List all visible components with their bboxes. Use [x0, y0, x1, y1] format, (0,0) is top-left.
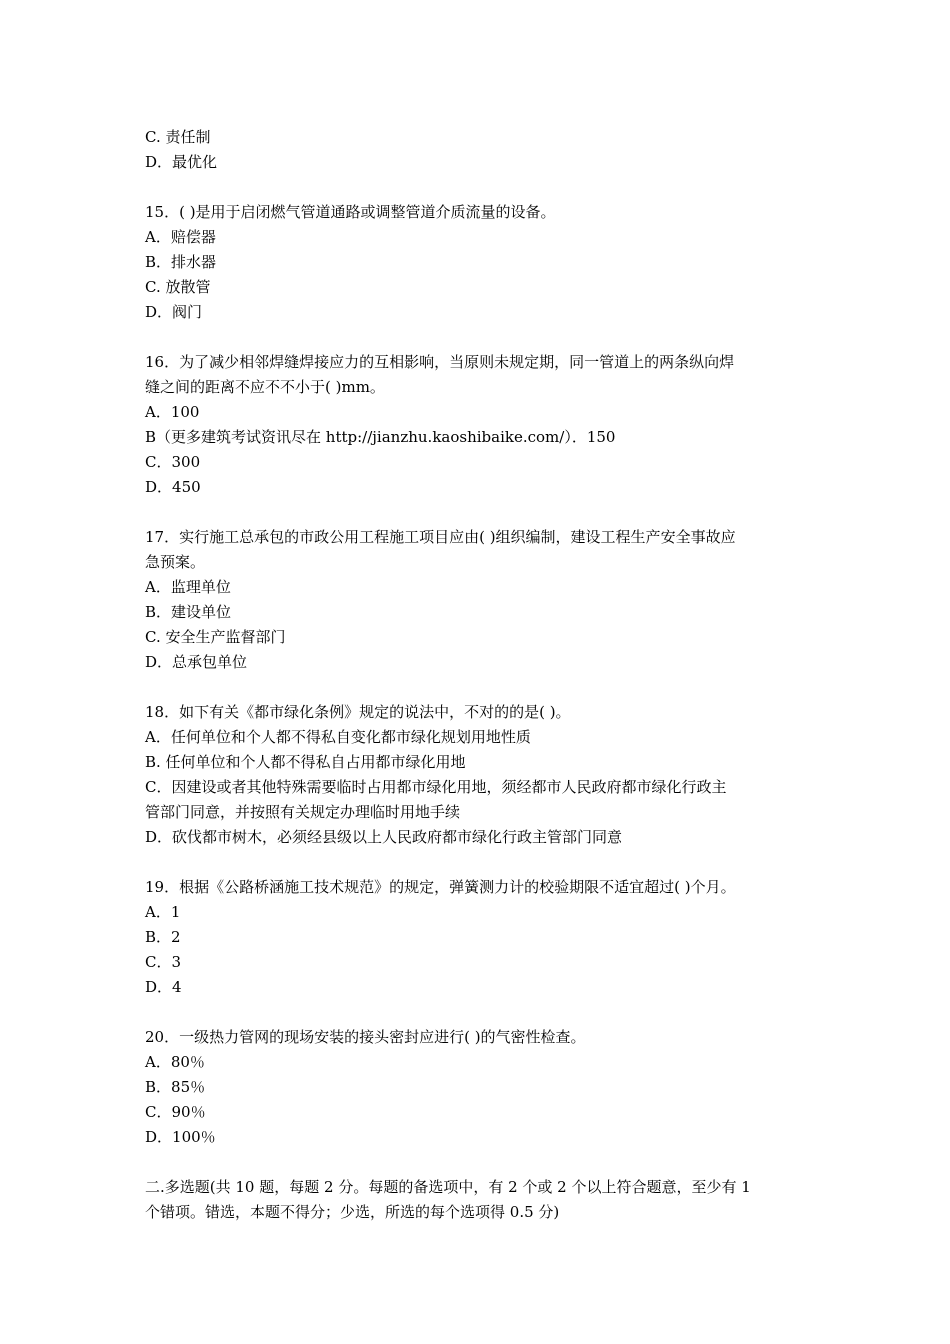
option-d: D．砍伐都市树木，必须经县级以上人民政府都市绿化行政主管部门同意 [145, 828, 623, 846]
option-b: B（更多建筑考试资讯尽在 http://jianzhu.kaoshibaike.com/）．150 [145, 428, 616, 446]
option-c: C．90％ [145, 1103, 206, 1121]
option-a: A．监理单位 [145, 578, 231, 596]
question-16 [145, 350, 810, 500]
section-heading-line-1: 二.多选题(共 10 题，每题 2 分。每题的备选项中，有 2 个或 2 个以上符合题意，至少有 1 [145, 1178, 751, 1196]
section-2-heading [145, 1175, 810, 1225]
question-text: 15．( )是用于启闭燃气管道通路或调整管道介质流量的设备。 [145, 203, 556, 221]
option-c-line-2: 管部门同意，并按照有关规定办理临时用地手续 [145, 803, 461, 821]
option-c: C. 放散管 [145, 278, 211, 296]
option-d: D．阀门 [145, 303, 203, 321]
option-c-line-1: C．因建设或者其他特殊需要临时占用都市绿化用地，须经都市人民政府都市绿化行政主 [145, 778, 727, 796]
option-d: D．100％ [145, 1128, 216, 1146]
option-d: D．最优化 [145, 153, 218, 171]
option-a: A．任何单位和个人都不得私自变化都市绿化规划用地性质 [145, 728, 531, 746]
question-20 [145, 1025, 810, 1150]
option-c: C. 责任制 [145, 128, 211, 146]
question-text: 20．一级热力管网的现场安装的接头密封应进行( )的气密性检查。 [145, 1028, 586, 1046]
question-15 [145, 200, 810, 325]
option-b: B．排水器 [145, 253, 217, 271]
question-17 [145, 525, 810, 675]
option-a: A．赔偿器 [145, 228, 216, 246]
option-a: A．100 [145, 403, 200, 421]
question-18 [145, 700, 810, 850]
option-c: C．3 [145, 953, 182, 971]
option-a: A．1 [145, 903, 181, 921]
option-c: C．300 [145, 453, 201, 471]
option-d: D．450 [145, 478, 201, 496]
section-heading-line-2: 个错项。错选，本题不得分；少选，所选的每个选项得 0.5 分) [145, 1203, 560, 1221]
question-14-options [145, 125, 810, 175]
option-d: D．总承包单位 [145, 653, 248, 671]
question-text-line-2: 缝之间的距离不应不不小于( )mm。 [145, 378, 385, 396]
option-d: D．4 [145, 978, 182, 996]
option-b: B. 任何单位和个人都不得私自占用都市绿化用地 [145, 753, 466, 771]
page-content [145, 125, 810, 1225]
question-text-line-2: 急预案。 [145, 553, 206, 571]
question-text-line-1: 17．实行施工总承包的市政公用工程施工项目应由( )组织编制，建设工程生产安全事故应 [145, 528, 736, 546]
option-b: B．2 [145, 928, 181, 946]
question-text: 19．根据《公路桥涵施工技术规范》的规定，弹簧测力计的校验期限不适宜超过( )个月。 [145, 878, 736, 896]
question-text: 18．如下有关《都市绿化条例》规定的说法中，不对的的是( )。 [145, 703, 571, 721]
option-b: B．85％ [145, 1078, 206, 1096]
question-19 [145, 875, 810, 1000]
option-c: C. 安全生产监督部门 [145, 628, 286, 646]
question-text-line-1: 16．为了减少相邻焊缝焊接应力的互相影响，当原则未规定期，同一管道上的两条纵向焊 [145, 353, 735, 371]
option-a: A．80％ [145, 1053, 205, 1071]
option-b: B．建设单位 [145, 603, 232, 621]
